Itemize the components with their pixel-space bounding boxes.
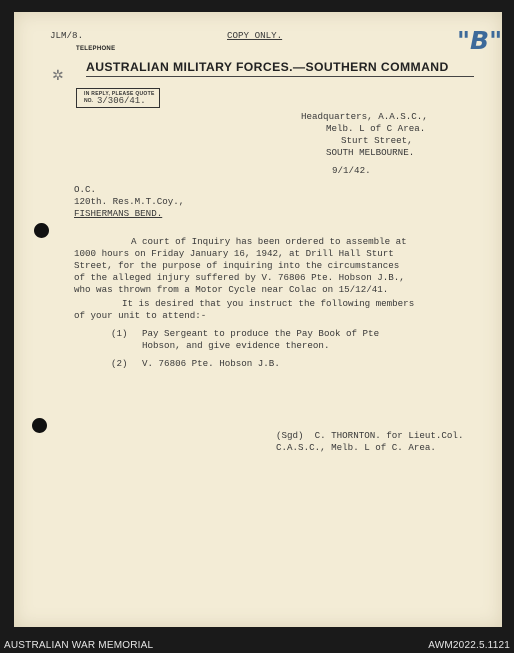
list-number: (2) (111, 358, 128, 369)
paragraph-line: A court of Inquiry has been ordered to assemble at (131, 236, 407, 247)
reply-number: 3/306/41. (97, 96, 146, 106)
footer-archive-name: AUSTRALIAN WAR MEMORIAL (4, 640, 154, 651)
paragraph-line: of the alleged injury suffered by V. 76806 Pte. Hobson J.B., (74, 272, 405, 283)
punch-hole (34, 223, 49, 238)
list-item: Hobson, and give evidence thereon. (142, 340, 330, 351)
copy-note: COPY ONLY. (227, 30, 283, 41)
paragraph-line: 1000 hours on Friday January 16, 1942, at Drill Hall Sturt (74, 248, 394, 259)
paragraph-line: who was thrown from a Motor Cycle near Colac on 15/12/41. (74, 284, 389, 295)
recipient-line: O.C. (74, 184, 97, 195)
signature-line: (Sgd) C. THORNTON. for Lieut.Col. (276, 430, 464, 441)
paragraph-line: Street, for the purpose of inquiring into the circumstances (74, 260, 400, 271)
address-line: Sturt Street, (341, 135, 413, 146)
reply-no-label: NO. (84, 98, 93, 104)
document-page (14, 12, 502, 627)
pencil-annotation: "B" (457, 26, 503, 55)
pin-mark-icon: ✲ (52, 68, 64, 84)
reply-quote-box (76, 88, 160, 108)
footer-catalogue-id: AWM2022.5.1121 (428, 640, 510, 651)
list-item: V. 76806 Pte. Hobson J.B. (142, 358, 280, 369)
address-line: Headquarters, A.A.S.C., (301, 111, 428, 122)
punch-hole (32, 418, 47, 433)
address-line: Melb. L of C Area. (326, 123, 426, 134)
recipient-line: 120th. Res.M.T.Coy., (74, 196, 185, 207)
letter-date: 9/1/42. (332, 165, 371, 176)
address-line: SOUTH MELBOURNE. (326, 147, 415, 158)
letterhead-rule (86, 76, 474, 77)
paragraph-line: of your unit to attend:- (74, 310, 207, 321)
list-item: Pay Sergeant to produce the Pay Book of Pte (142, 328, 380, 339)
reply-label: IN REPLY, PLEASE QUOTE (84, 91, 155, 97)
list-number: (1) (111, 328, 128, 339)
recipient-line: FISHERMANS BEND. (74, 208, 163, 219)
telephone-label: TELEPHONE (76, 46, 116, 52)
signature-line: C.A.S.C., Melb. L of C. Area. (276, 442, 436, 453)
file-reference: JLM/8. (50, 30, 84, 41)
letterhead-title: AUSTRALIAN MILITARY FORCES.—SOUTHERN COMMAND (86, 60, 449, 74)
paragraph-line: It is desired that you instruct the following members (122, 298, 415, 309)
